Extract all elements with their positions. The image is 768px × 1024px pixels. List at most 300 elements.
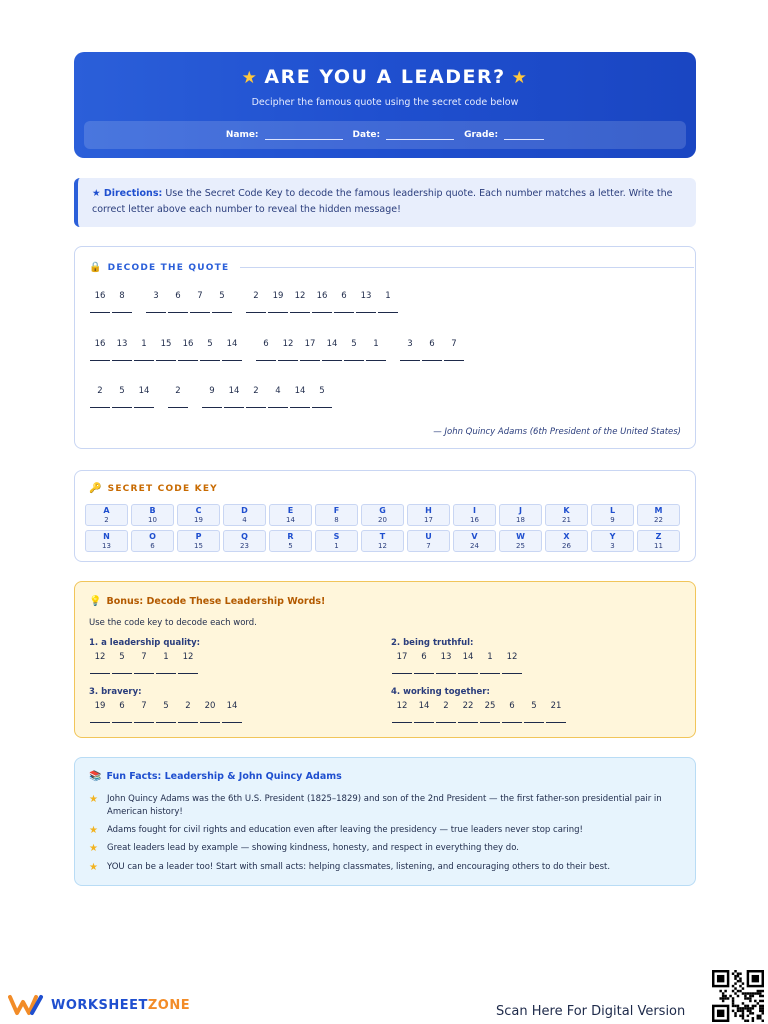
quote-word	[89, 386, 155, 408]
quote-word	[255, 339, 387, 361]
code-key-title: SECRET CODE KEY	[107, 483, 218, 494]
code-cell	[377, 291, 399, 313]
code-number: 7	[141, 652, 147, 662]
code-key-number: 23	[240, 542, 249, 550]
code-cell	[421, 339, 443, 361]
brand-name-b: ZONE	[147, 997, 191, 1013]
answer-blank[interactable]	[134, 717, 154, 723]
answer-blank[interactable]	[178, 668, 198, 674]
title-text: ARE YOU A LEADER?	[264, 66, 506, 88]
code-number: 5	[219, 291, 225, 301]
code-cell	[391, 652, 413, 674]
code-number: 3	[407, 339, 413, 349]
bonus-numbers	[391, 652, 651, 674]
answer-blank[interactable]	[156, 355, 176, 361]
answer-blank[interactable]	[502, 668, 522, 674]
fun-fact-item	[89, 842, 689, 855]
code-key-number: 11	[654, 542, 663, 550]
code-cell	[289, 291, 311, 313]
code-key-cell	[223, 530, 266, 552]
qr-code-icon[interactable]	[712, 970, 764, 1022]
code-cell	[111, 652, 133, 674]
code-key-cell	[499, 504, 542, 526]
code-cell	[221, 339, 243, 361]
code-number: 15	[160, 339, 172, 349]
star-icon: ★	[89, 843, 98, 854]
divider	[240, 267, 694, 268]
quote-line	[89, 386, 345, 408]
code-number: 5	[351, 339, 357, 349]
code-cell	[523, 701, 545, 723]
code-number: 25	[484, 701, 496, 711]
code-key-number: 8	[334, 516, 339, 524]
code-number: 14	[326, 339, 338, 349]
code-number: 2	[253, 291, 259, 301]
code-key-number: 22	[654, 516, 663, 524]
code-cell	[355, 291, 377, 313]
bonus-title: Bonus: Decode These Leadership Words!	[106, 596, 326, 607]
code-number: 13	[116, 339, 128, 349]
code-number: 14	[418, 701, 430, 711]
bonus-numbers	[89, 701, 349, 723]
code-key-letter: J	[519, 506, 522, 515]
code-key-letter: Z	[655, 532, 662, 541]
code-key-cell	[361, 504, 404, 526]
worksheetzone-logo[interactable]	[8, 994, 190, 1016]
code-key-letter: F	[333, 506, 340, 515]
answer-blank[interactable]	[178, 717, 198, 723]
code-cell	[89, 652, 111, 674]
brand-logo-icon	[8, 994, 46, 1016]
code-key-letter: O	[149, 532, 156, 541]
student-info-bar	[84, 121, 686, 149]
code-key-cell	[453, 530, 496, 552]
answer-blank[interactable]	[212, 307, 232, 313]
star-icon: ★	[511, 68, 529, 88]
code-cell	[343, 339, 365, 361]
name-blank[interactable]	[265, 130, 343, 140]
code-cell	[177, 652, 199, 674]
code-key-letter: T	[379, 532, 386, 541]
code-cell	[211, 291, 233, 313]
code-cell	[111, 701, 133, 723]
answer-blank[interactable]	[200, 717, 220, 723]
answer-blank[interactable]	[436, 717, 456, 723]
code-number: 13	[440, 652, 452, 662]
answer-blank[interactable]	[90, 307, 110, 313]
code-cell	[435, 701, 457, 723]
code-key-letter: Y	[609, 532, 616, 541]
answer-blank[interactable]	[156, 668, 176, 674]
grade-blank[interactable]	[504, 130, 544, 140]
code-number: 14	[226, 701, 238, 711]
code-key-cell	[591, 504, 634, 526]
code-key-heading	[89, 483, 218, 494]
quote-attribution: — John Quincy Adams (6th President of the United States)	[433, 427, 681, 437]
code-cell	[289, 386, 311, 408]
code-number: 3	[153, 291, 159, 301]
answer-blank[interactable]	[246, 402, 266, 408]
code-cell	[199, 339, 221, 361]
code-key-number: 25	[516, 542, 525, 550]
code-key-cell	[177, 504, 220, 526]
code-cell	[89, 291, 111, 313]
code-key-number: 16	[470, 516, 479, 524]
code-cell	[365, 339, 387, 361]
answer-blank[interactable]	[392, 717, 412, 723]
answer-blank[interactable]	[90, 668, 110, 674]
code-key-number: 13	[102, 542, 111, 550]
answer-blank[interactable]	[190, 307, 210, 313]
decode-quote-panel	[74, 246, 696, 449]
code-key-cell	[499, 530, 542, 552]
code-number: 2	[185, 701, 191, 711]
code-key-number: 19	[194, 516, 203, 524]
code-key-number: 18	[516, 516, 525, 524]
code-key-cell	[269, 504, 312, 526]
answer-blank[interactable]	[222, 355, 242, 361]
code-key-letter: Q	[241, 532, 248, 541]
code-number: 12	[294, 291, 306, 301]
answer-blank[interactable]	[400, 355, 420, 361]
code-number: 12	[94, 652, 106, 662]
quote-line	[89, 291, 411, 313]
code-number: 6	[263, 339, 269, 349]
answer-blank[interactable]	[322, 355, 342, 361]
quote-word	[201, 386, 333, 408]
code-cell	[167, 291, 189, 313]
answer-blank[interactable]	[366, 355, 386, 361]
code-key-number: 9	[610, 516, 615, 524]
code-key-cell	[407, 504, 450, 526]
code-cell	[333, 291, 355, 313]
code-key-number: 4	[242, 516, 247, 524]
answer-blank[interactable]	[134, 668, 154, 674]
code-number: 2	[253, 386, 259, 396]
code-cell	[321, 339, 343, 361]
code-key-letter: N	[103, 532, 110, 541]
code-number: 22	[462, 701, 474, 711]
code-cell	[111, 291, 133, 313]
answer-blank[interactable]	[222, 717, 242, 723]
worksheet-subtitle: Decipher the famous quote using the secret code below	[251, 97, 519, 108]
code-key-number: 15	[194, 542, 203, 550]
code-key-number: 12	[378, 542, 387, 550]
code-cell	[167, 386, 189, 408]
answer-blank[interactable]	[112, 307, 132, 313]
answer-blank[interactable]	[502, 717, 522, 723]
brand-name	[51, 998, 190, 1013]
answer-blank[interactable]	[444, 355, 464, 361]
code-key-letter: H	[425, 506, 432, 515]
bonus-clue: 3. bravery:	[89, 687, 142, 697]
code-key-letter: W	[516, 532, 525, 541]
code-cell	[245, 291, 267, 313]
code-key-number: 7	[426, 542, 431, 550]
code-number: 6	[421, 652, 427, 662]
bonus-word	[391, 638, 651, 674]
code-key-number: 3	[610, 542, 615, 550]
answer-blank[interactable]	[524, 717, 544, 723]
date-field[interactable]	[353, 130, 455, 140]
code-cell	[133, 701, 155, 723]
date-label: Date:	[352, 130, 381, 140]
key-icon: 🔑	[89, 483, 103, 494]
code-cell	[267, 386, 289, 408]
code-key-letter: I	[473, 506, 476, 515]
code-number: 17	[304, 339, 316, 349]
answer-blank[interactable]	[414, 668, 434, 674]
directions-text: Use the Secret Code Key to decode the famous leadership quote. Each number matches a letter. Write the correct letter above each number to reveal the hidden message!	[92, 188, 673, 215]
code-cell	[177, 701, 199, 723]
code-key-cell	[85, 504, 128, 526]
answer-blank[interactable]	[480, 668, 500, 674]
answer-blank[interactable]	[112, 668, 132, 674]
code-cell	[501, 652, 523, 674]
answer-blank[interactable]	[392, 668, 412, 674]
answer-blank[interactable]	[378, 307, 398, 313]
fun-fact-text: Adams fought for civil rights and education even after leaving the presidency — true leaders never stop caring!	[107, 825, 583, 835]
code-number: 8	[119, 291, 125, 301]
answer-blank[interactable]	[290, 402, 310, 408]
code-number: 2	[97, 386, 103, 396]
code-number: 1	[141, 339, 147, 349]
code-key-letter: M	[654, 506, 663, 515]
code-number: 2	[175, 386, 181, 396]
code-cell	[311, 386, 333, 408]
code-cell	[199, 701, 221, 723]
code-key-number: 20	[378, 516, 387, 524]
code-number: 14	[226, 339, 238, 349]
code-cell	[435, 652, 457, 674]
star-icon: ★	[89, 862, 98, 873]
answer-blank[interactable]	[202, 402, 222, 408]
code-key-letter: V	[471, 532, 478, 541]
code-number: 19	[94, 701, 106, 711]
answer-blank[interactable]	[90, 355, 110, 361]
code-number: 16	[182, 339, 194, 349]
answer-blank[interactable]	[278, 355, 298, 361]
answer-blank[interactable]	[112, 355, 132, 361]
answer-blank[interactable]	[356, 307, 376, 313]
code-cell	[399, 339, 421, 361]
code-key-cell	[85, 530, 128, 552]
answer-blank[interactable]	[422, 355, 442, 361]
answer-blank[interactable]	[112, 717, 132, 723]
code-number: 7	[451, 339, 457, 349]
answer-blank[interactable]	[146, 307, 166, 313]
bonus-numbers	[89, 652, 349, 674]
code-cell	[89, 339, 111, 361]
code-cell	[133, 339, 155, 361]
fun-fact-text: Great leaders lead by example — showing kindness, honesty, and respect in everything they do.	[107, 843, 519, 853]
code-cell	[501, 701, 523, 723]
code-key-cell	[591, 530, 634, 552]
answer-blank[interactable]	[268, 402, 288, 408]
code-cell	[299, 339, 321, 361]
code-number: 6	[175, 291, 181, 301]
code-cell	[391, 701, 413, 723]
quote-word	[167, 386, 189, 408]
answer-blank[interactable]	[436, 668, 456, 674]
code-cell	[155, 652, 177, 674]
grade-label: Grade:	[464, 130, 499, 140]
code-key-number: 21	[562, 516, 571, 524]
code-number: 12	[396, 701, 408, 711]
fun-fact-text: YOU can be a leader too! Start with small acts: helping classmates, listening, and encouraging others to do their best.	[107, 862, 611, 872]
code-number: 12	[182, 652, 194, 662]
answer-blank[interactable]	[300, 355, 320, 361]
answer-blank[interactable]	[312, 402, 332, 408]
worksheet-title	[74, 66, 696, 88]
code-number: 13	[360, 291, 372, 301]
code-number: 2	[443, 701, 449, 711]
bonus-numbers	[391, 701, 651, 723]
fun-fact-item	[89, 861, 689, 874]
quote-word	[89, 291, 133, 313]
code-number: 5	[531, 701, 537, 711]
grade-field[interactable]	[464, 130, 544, 140]
answer-blank[interactable]	[546, 717, 566, 723]
code-cell	[223, 386, 245, 408]
bonus-word	[89, 638, 349, 674]
code-cell	[155, 701, 177, 723]
answer-blank[interactable]	[290, 307, 310, 313]
answer-blank[interactable]	[156, 717, 176, 723]
name-label: Name:	[225, 130, 259, 140]
code-number: 16	[94, 339, 106, 349]
answer-blank[interactable]	[134, 355, 154, 361]
answer-blank[interactable]	[224, 402, 244, 408]
answer-blank[interactable]	[458, 717, 478, 723]
code-key-cell	[361, 530, 404, 552]
answer-blank[interactable]	[112, 402, 132, 408]
code-key-number: 24	[470, 542, 479, 550]
code-key-number: 14	[286, 516, 295, 524]
code-number: 1	[487, 652, 493, 662]
worksheet-header	[74, 52, 696, 158]
date-blank[interactable]	[386, 130, 454, 140]
code-key-cell	[545, 530, 588, 552]
code-key-number: 5	[288, 542, 293, 550]
code-number: 14	[294, 386, 306, 396]
code-number: 1	[163, 652, 169, 662]
code-key-letter: D	[241, 506, 248, 515]
answer-blank[interactable]	[168, 307, 188, 313]
code-number: 5	[119, 386, 125, 396]
code-key-grid	[85, 504, 680, 552]
answer-blank[interactable]	[344, 355, 364, 361]
code-number: 6	[341, 291, 347, 301]
fun-facts-title: Fun Facts: Leadership & John Quincy Adams	[106, 771, 342, 782]
code-key-letter: E	[287, 506, 294, 515]
directions-box	[74, 178, 696, 227]
code-number: 16	[94, 291, 106, 301]
quote-word	[89, 339, 243, 361]
code-key-cell	[637, 530, 680, 552]
code-key-cell	[637, 504, 680, 526]
code-number: 7	[197, 291, 203, 301]
code-key-letter: X	[563, 532, 570, 541]
answer-blank[interactable]	[312, 307, 332, 313]
code-number: 1	[373, 339, 379, 349]
code-cell	[245, 386, 267, 408]
code-key-letter: B	[149, 506, 156, 515]
code-key-cell	[315, 530, 358, 552]
code-key-letter: C	[195, 506, 202, 515]
answer-blank[interactable]	[134, 402, 154, 408]
answer-blank[interactable]	[268, 307, 288, 313]
code-cell	[89, 386, 111, 408]
answer-blank[interactable]	[178, 355, 198, 361]
code-cell	[133, 386, 155, 408]
answer-blank[interactable]	[334, 307, 354, 313]
code-key-cell	[545, 504, 588, 526]
code-key-cell	[453, 504, 496, 526]
code-cell	[413, 701, 435, 723]
star-icon: ★	[241, 68, 259, 88]
code-number: 17	[396, 652, 408, 662]
code-key-cell	[315, 504, 358, 526]
answer-blank[interactable]	[246, 307, 266, 313]
code-key-panel	[74, 470, 696, 562]
code-number: 5	[207, 339, 213, 349]
lightbulb-icon: 💡	[89, 596, 102, 607]
code-number: 6	[429, 339, 435, 349]
code-number: 1	[385, 291, 391, 301]
decode-quote-heading	[89, 262, 694, 273]
bonus-instruction: Use the code key to decode each word.	[89, 618, 257, 628]
code-key-letter: A	[103, 506, 110, 515]
code-key-number: 6	[150, 542, 155, 550]
directions-label: ★ Directions:	[92, 188, 163, 199]
bonus-clue: 1. a leadership quality:	[89, 638, 201, 648]
code-key-number: 10	[148, 516, 157, 524]
bonus-word	[89, 687, 349, 723]
name-field[interactable]	[226, 130, 343, 140]
answer-blank[interactable]	[458, 668, 478, 674]
code-key-cell	[131, 504, 174, 526]
code-number: 16	[316, 291, 328, 301]
answer-blank[interactable]	[480, 717, 500, 723]
answer-blank[interactable]	[414, 717, 434, 723]
code-key-letter: K	[563, 506, 570, 515]
code-cell	[155, 339, 177, 361]
code-key-cell	[177, 530, 220, 552]
answer-blank[interactable]	[200, 355, 220, 361]
answer-blank[interactable]	[168, 402, 188, 408]
fun-fact-item	[89, 824, 689, 837]
answer-blank[interactable]	[256, 355, 276, 361]
code-cell	[413, 652, 435, 674]
code-cell	[201, 386, 223, 408]
code-key-cell	[269, 530, 312, 552]
answer-blank[interactable]	[90, 717, 110, 723]
code-key-letter: S	[333, 532, 340, 541]
code-key-cell	[131, 530, 174, 552]
code-cell	[479, 652, 501, 674]
answer-blank[interactable]	[90, 402, 110, 408]
bonus-panel	[74, 581, 696, 738]
code-cell	[457, 652, 479, 674]
code-key-number: 17	[424, 516, 433, 524]
fun-fact-text: John Quincy Adams was the 6th U.S. President (1825–1829) and son of the 2nd President — the first father-son presidential pair in American history!	[107, 794, 662, 817]
code-key-letter: G	[379, 506, 386, 515]
brand-name-a: WORKSHEET	[51, 997, 148, 1013]
code-key-number: 26	[562, 542, 571, 550]
scan-text: Scan Here For Digital Version	[496, 1004, 686, 1019]
star-icon: ★	[89, 794, 98, 805]
